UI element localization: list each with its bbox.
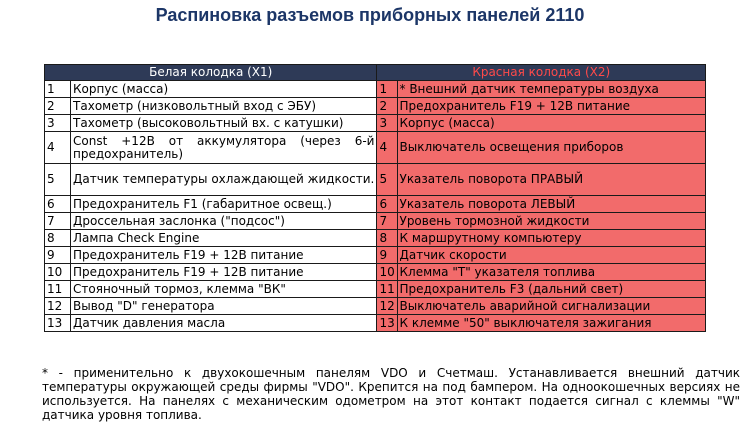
table-row [45,213,706,230]
red-pin-description: Предохранитель F3 (дальний свет) [397,281,706,298]
pinout-rows [45,81,706,332]
red-pin-description: К клемме "50" выключателя зажигания [397,315,706,332]
white-pin-description: Предохранитель F19 + 12В питание [71,264,377,281]
white-pin-description: Тахометр (высоковольтный вх. с катушки) [71,115,377,132]
red-pin-number: 4 [377,132,397,164]
white-pin-number: 13 [45,315,71,332]
white-pin-number: 1 [45,81,71,98]
red-pin-number: 6 [377,196,397,213]
red-pin-description: К маршрутному компьютеру [397,230,706,247]
white-pin-number: 6 [45,196,71,213]
white-pin-description: Вывод "D" генератора [71,298,377,315]
red-pin-number: 9 [377,247,397,264]
table-row [45,196,706,213]
table-row [45,81,706,98]
red-pin-number: 5 [377,164,397,196]
red-pin-number: 2 [377,98,397,115]
red-pin-description: Указатель поворота ПРАВЫЙ [397,164,706,196]
table-row [45,315,706,332]
white-pin-description: Const +12В от аккумулятора (через 6-й предохранитель) [71,132,377,164]
white-pin-number: 4 [45,132,71,164]
table-row [45,115,706,132]
red-pin-description: Указатель поворота ЛЕВЫЙ [397,196,706,213]
white-pin-description: Предохранитель F1 (габаритное освещ.) [71,196,377,213]
red-pin-description: Выключатель аварийной сигнализации [397,298,706,315]
white-pin-number: 5 [45,164,71,196]
footnote: * - применительно к двухокошечным панелям VDO и Счетмаш. Устанавливается внешний датчик температуры окружающей среды фирмы "VDO". Крепится на под бампером. На одноокошечных версиях не используется. На панелях с механическим одометром на этот контакт подается сигнал с клеммы "W" датчика уровня топлива. [42,366,740,422]
table-row [45,247,706,264]
white-pin-description: Тахометр (низковольтный вход с ЭБУ) [71,98,377,115]
pinout-table [44,64,706,332]
red-pin-number: 12 [377,298,397,315]
red-pin-description: Выключатель освещения приборов [397,132,706,164]
red-pin-description: Предохранитель F19 + 12В питание [397,98,706,115]
white-pin-number: 8 [45,230,71,247]
white-pin-number: 3 [45,115,71,132]
red-pin-number: 3 [377,115,397,132]
white-connector-header: Белая колодка (X1) [45,65,377,81]
red-pin-number: 7 [377,213,397,230]
white-pin-description: Дроссельная заслонка ("подсос") [71,213,377,230]
table-row [45,132,706,164]
white-pin-description: Стояночный тормоз, клемма "ВК" [71,281,377,298]
red-pin-description: Уровень тормозной жидкости [397,213,706,230]
white-pin-number: 7 [45,213,71,230]
red-pin-description: Датчик скорости [397,247,706,264]
red-pin-number: 1 [377,81,397,98]
red-pin-description: Корпус (масса) [397,115,706,132]
white-pin-description: Лампа Check Engine [71,230,377,247]
red-pin-description: Клемма "T" указателя топлива [397,264,706,281]
white-pin-description: Предохранитель F19 + 12В питание [71,247,377,264]
white-pin-description: Корпус (масса) [71,81,377,98]
page-title: Распиновка разъемов приборных панелей 2110 [155,5,585,25]
white-pin-number: 11 [45,281,71,298]
table-row [45,298,706,315]
red-pin-number: 10 [377,264,397,281]
table-row [45,230,706,247]
table-row [45,281,706,298]
white-pin-number: 12 [45,298,71,315]
white-pin-description: Датчик давления масла [71,315,377,332]
red-connector-header: Красная колодка (X2) [377,65,706,81]
white-pin-number: 10 [45,264,71,281]
table-row [45,164,706,196]
table-row [45,98,706,115]
white-pin-number: 2 [45,98,71,115]
white-pin-description: Датчик температуры охлаждающей жидкости. [71,164,377,196]
white-pin-number: 9 [45,247,71,264]
red-pin-number: 8 [377,230,397,247]
red-pin-number: 13 [377,315,397,332]
table-row [45,264,706,281]
red-pin-description: * Внешний датчик температуры воздуха [397,81,706,98]
red-pin-number: 11 [377,281,397,298]
